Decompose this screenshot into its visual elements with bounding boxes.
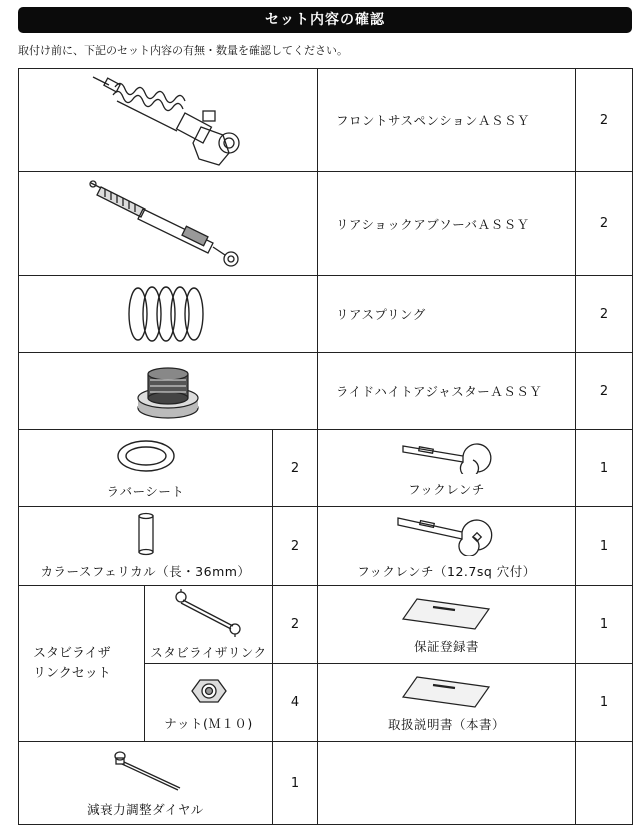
warranty-cell [318, 586, 576, 664]
table-row [19, 507, 633, 586]
item-name: 減衰力調整ダイヤル [87, 802, 204, 817]
rubber-seat-cell [19, 430, 273, 507]
front-suspension-icon [83, 71, 253, 169]
hook-wrench-icon [397, 438, 497, 474]
table-row [19, 172, 633, 276]
group-label-line2: リンクセット [33, 665, 111, 681]
empty-cell [576, 742, 633, 825]
stabilizer-link-set-group [19, 586, 145, 742]
hook-wrench-127-cell [318, 507, 576, 586]
group-label-line1: スタビライザ [33, 645, 111, 661]
manual-icon [397, 673, 497, 709]
item-name: 保証登録書 [413, 638, 479, 654]
ride-height-adjuster-icon [128, 358, 208, 424]
rear-spring-image-cell [19, 276, 318, 353]
front-suspension-image-cell [19, 69, 318, 172]
rubber-seat-icon [114, 436, 178, 476]
item-qty: 1 [576, 507, 633, 586]
damping-dial-cell [19, 742, 273, 825]
item-name: カラースフェリカル（長・36mm） [40, 564, 251, 579]
item-name: 取扱説明書（本書） [387, 716, 505, 732]
hook-wrench-square-hole-icon [392, 512, 502, 556]
item-qty: 1 [273, 742, 318, 825]
item-qty: 2 [576, 172, 633, 276]
item-qty: 1 [576, 664, 633, 742]
document-icon [397, 595, 497, 631]
item-name: フックレンチ [408, 482, 485, 497]
item-qty: 2 [576, 69, 633, 172]
item-name: リアショックアブソーバＡＳＳＹ [318, 172, 576, 276]
item-qty: 2 [273, 507, 318, 586]
item-name: ナット(Ｍ１０) [164, 715, 253, 731]
stabilizer-link-icon [169, 589, 249, 637]
item-qty: 2 [576, 353, 633, 430]
table-row [19, 69, 633, 172]
ride-height-image-cell [19, 353, 318, 430]
table-row [19, 742, 633, 825]
rear-shock-absorber-icon [83, 175, 253, 273]
hook-wrench-cell [318, 430, 576, 507]
coil-spring-icon [118, 282, 218, 346]
table-row [19, 430, 633, 507]
item-name: フックレンチ（12.7sq 穴付） [357, 564, 536, 579]
stabilizer-link-cell [145, 586, 273, 664]
item-name: リアスプリング [318, 276, 576, 353]
item-qty: 1 [576, 586, 633, 664]
empty-cell [318, 742, 576, 825]
collar-cell [19, 507, 273, 586]
item-qty: 2 [273, 586, 318, 664]
collar-icon [134, 512, 158, 556]
table-row [19, 586, 633, 664]
item-name: フロントサスペンションＡＳＳＹ [318, 69, 576, 172]
nut-icon [191, 674, 227, 708]
item-qty: 2 [576, 276, 633, 353]
nut-cell [145, 664, 273, 742]
item-name: ラバーシート [106, 484, 185, 499]
manual-cell [318, 664, 576, 742]
parts-table [18, 68, 633, 825]
intro-text: 取付け前に、下記のセット内容の有無・数量を確認してください。 [18, 44, 348, 57]
item-name: ライドハイトアジャスターＡＳＳＹ [318, 353, 576, 430]
section-title: セット内容の確認 [18, 7, 632, 33]
damping-dial-icon [96, 748, 196, 794]
item-qty: 4 [273, 664, 318, 742]
item-qty: 2 [273, 430, 318, 507]
item-name: スタビライザリンク [150, 644, 267, 660]
item-qty: 1 [576, 430, 633, 507]
table-row [19, 276, 633, 353]
rear-shock-image-cell [19, 172, 318, 276]
table-row [19, 353, 633, 430]
